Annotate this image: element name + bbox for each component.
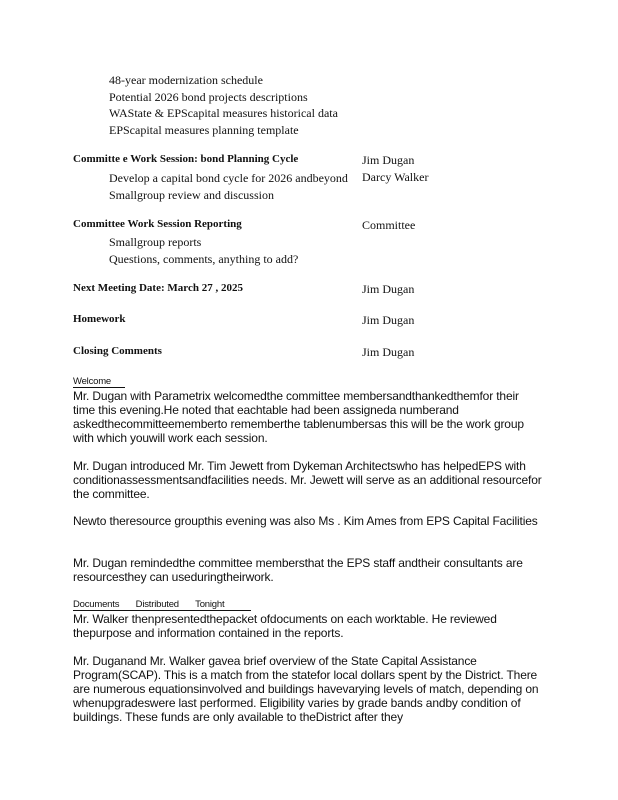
agenda-item-title: Committe e Work Session: bond Planning Cycle — [73, 153, 299, 165]
paragraph: Mr. Dugan introduced Mr. Tim Jewett from Dykeman Architectswho has helpedEPS with conditionassessmentsandfacilities needs. Mr. Jewett will serve as an additional resourcefor the committee. — [73, 459, 542, 501]
agenda-presenter: Jim Dugan — [362, 282, 415, 296]
list-item: Develop a capital bond cycle for 2026 andbeyond — [109, 171, 348, 185]
agenda-item-title: Closing Comments — [73, 345, 162, 357]
agenda-presenter: Committee — [362, 218, 416, 232]
paragraph: Mr. Dugan remindedthe committee membersthat the EPS staff andtheir consultants are resourcesthey can useduringtheirwork. — [73, 556, 523, 584]
list-item: 48-year modernization schedule — [109, 73, 263, 87]
paragraph: Newto theresource groupthis evening was also Ms . Kim Ames from EPS Capital Facilities — [73, 514, 538, 528]
paragraph: Mr. Duganand Mr. Walker gavea brief overview of the State Capital Assistance Program(SCAP). This is a match from the statefor local dollars spent by the District. There are numerous equationsinvolved and buildings havevarying levels of match, depending on whenupgradeswere last performed. Eligibility varies by grade bands andby condition of buildings. These funds are only available to theDistrict after they — [73, 654, 539, 724]
list-item: Smallgroup reports — [109, 235, 202, 249]
list-item: EPScapital measures planning template — [109, 122, 299, 137]
paragraph: Mr. Dugan with Parametrix welcomedthe committee membersandthankedthemfor their time this evening.He noted that eachtable had been assigneda numberand askedthecommitteememberto rememberthe tablenumbersas this will be the work group with which youwill work each session. — [73, 389, 524, 445]
list-item: Questions, comments, anything to add? — [109, 251, 299, 266]
list-item: WAState & EPScapital measures historical data — [109, 106, 338, 120]
section-heading: Welcome — [73, 376, 125, 388]
agenda-presenter: Jim Dugan — [362, 313, 415, 327]
agenda-bullet-list — [90, 170, 348, 203]
list-item: Potential 2026 bond projects descriptions — [109, 89, 308, 104]
section-heading: Documents Distributed Tonight — [73, 599, 251, 611]
agenda-bullet-list — [90, 234, 298, 267]
agenda-item-title: Committee Work Session Reporting — [73, 218, 242, 230]
agenda-presenter: Darcy Walker — [362, 170, 429, 184]
agenda-item-title: Homework — [73, 313, 126, 325]
paragraph: Mr. Walker thenpresentedthepacket ofdocuments on each worktable. He reviewed thepurpose and information contained in the reports. — [73, 612, 497, 640]
agenda-presenter: Jim Dugan — [362, 153, 415, 167]
top-bullet-list — [90, 72, 338, 138]
agenda-presenter: Jim Dugan — [362, 345, 415, 359]
list-item: Smallgroup review and discussion — [109, 187, 274, 202]
agenda-item-title: Next Meeting Date: March 27 , 2025 — [73, 282, 243, 294]
